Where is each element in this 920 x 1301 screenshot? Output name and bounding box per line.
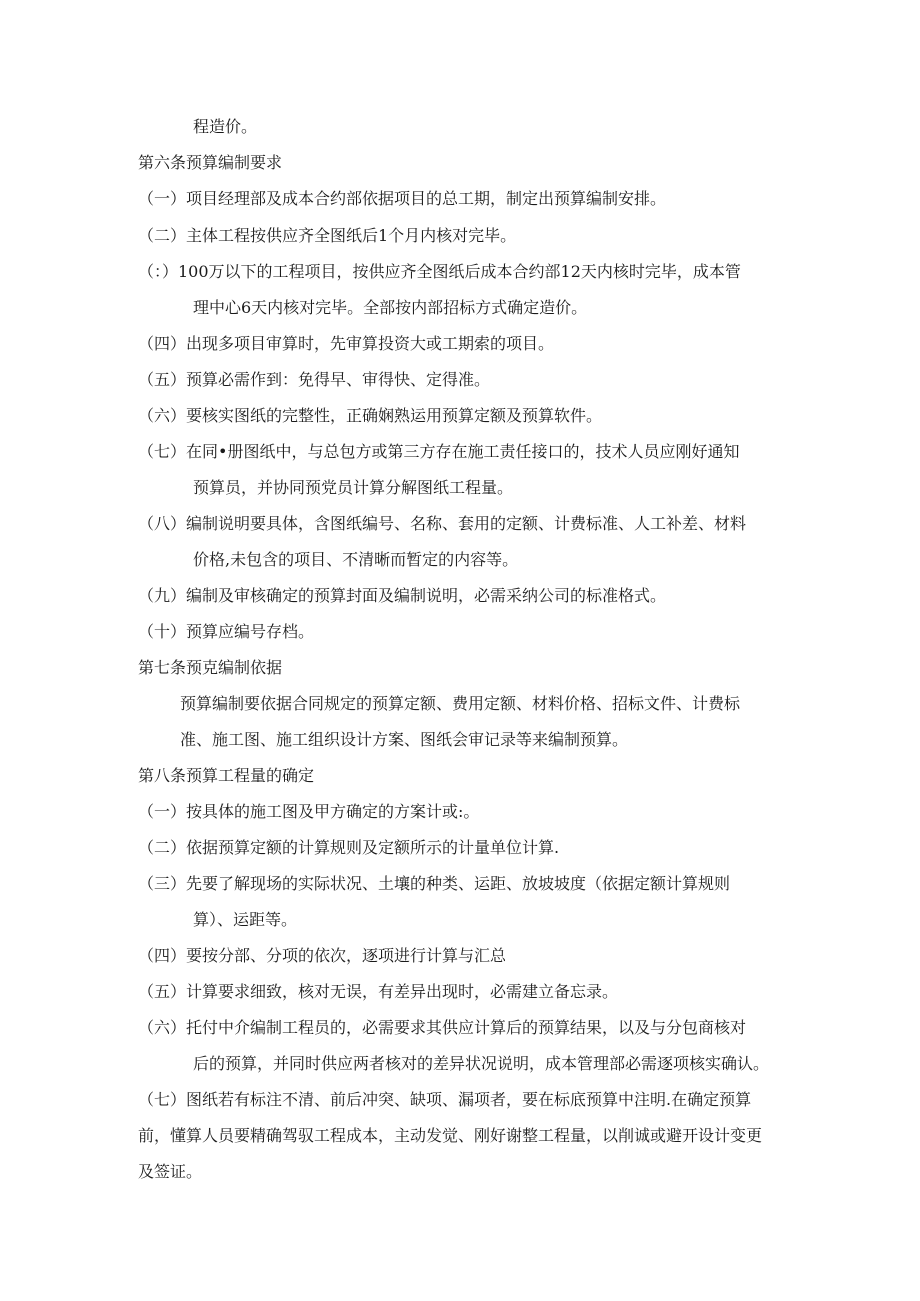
list-item-continuation: 预算员，并协同预党员计算分解图纸工程量。 <box>193 478 514 497</box>
section-heading: 第八条预算工程量的确定 <box>138 766 315 785</box>
list-item: （六）托付中介编制工程员的，必需要求其供应计算后的预算结果，以及与分包商核对 <box>138 1018 747 1037</box>
list-item-continuation: 算）、运距等。 <box>193 910 298 929</box>
paragraph-line: 预算编制要依据合同规定的预算定额、费用定额、材料价格、招标文件、计费标 <box>180 694 741 713</box>
list-item: （十）预算应编号存档。 <box>138 622 315 641</box>
list-item: （六）要核实图纸的完整性，正确娴熟运用预算定额及预算软件。 <box>138 406 603 425</box>
section-heading: 第六条预算编制要求 <box>138 153 283 172</box>
list-item-continuation: 理中心6天内核对完毕。全部按内部招标方式确定造价。 <box>193 298 588 317</box>
list-item: （四）要按分部、分项的依次，逐项进行计算与汇总 <box>138 946 507 965</box>
list-item: （九）编制及审核确定的预算封面及编制说明，必需采纳公司的标准格式。 <box>138 586 667 605</box>
list-item: （七）图纸若有标注不清、前后冲突、缺项、漏项者，要在标底预算中注明.在确定预算 <box>138 1090 752 1109</box>
list-item-continuation: 后的预算，并同时供应两者核对的差异状况说明，成本管理部必需逐项核实确认。 <box>193 1054 770 1073</box>
section-heading: 第七条预克编制依据 <box>138 658 283 677</box>
list-item-continuation: 价格,未包含的项目、不清晰而暂定的内容等。 <box>193 550 519 569</box>
text-line: 程造价。 <box>193 117 258 136</box>
list-item: （三）先要了解现场的实际状况、土壤的种类、运距、放坡坡度（依据定额计算规则 <box>138 874 731 893</box>
list-item: （二）主体工程按供应齐全图纸后1个月内核对完毕。 <box>138 226 517 245</box>
list-item: （五）计算要求细致，核对无误，有差异出现时，必需建立备忘录。 <box>138 982 619 1001</box>
list-item: （八）编制说明要具体，含图纸编号、名称、套用的定额、计费标准、人工补差、材料 <box>138 514 747 533</box>
list-item: （：）100万以下的工程项目，按供应齐全图纸后成本合约部12天内核时完毕，成本管 <box>138 262 741 281</box>
list-item: （一）项目经理部及成本合约部依据项目的总工期，制定出预算编制安排。 <box>138 189 667 208</box>
list-item: （四）出现多项目审算时，先审算投资大或工期索的项目。 <box>138 334 555 353</box>
list-item-continuation: 前，懂算人员要精确驾驭工程成本，主动发觉、刚好谢整工程量，以削诚或避开设计变更 <box>138 1126 763 1145</box>
list-item: （二）依据预算定额的计算规则及定额所示的计量单位计算. <box>138 838 560 857</box>
list-item-continuation: 及签证。 <box>138 1162 203 1181</box>
paragraph-line: 准、施工图、施工组织设计方案、图纸会审记录等来编制预算。 <box>180 730 629 749</box>
list-item: （一）按具体的施工图及甲方确定的方案计或:。 <box>138 802 480 821</box>
list-item: （七）在同•册图纸中，与总包方或第三方存在施工责任接口的，技术人员应刚好通知 <box>138 442 740 461</box>
list-item: （五）预算必需作到：免得早、审得快、定得准。 <box>138 370 491 389</box>
